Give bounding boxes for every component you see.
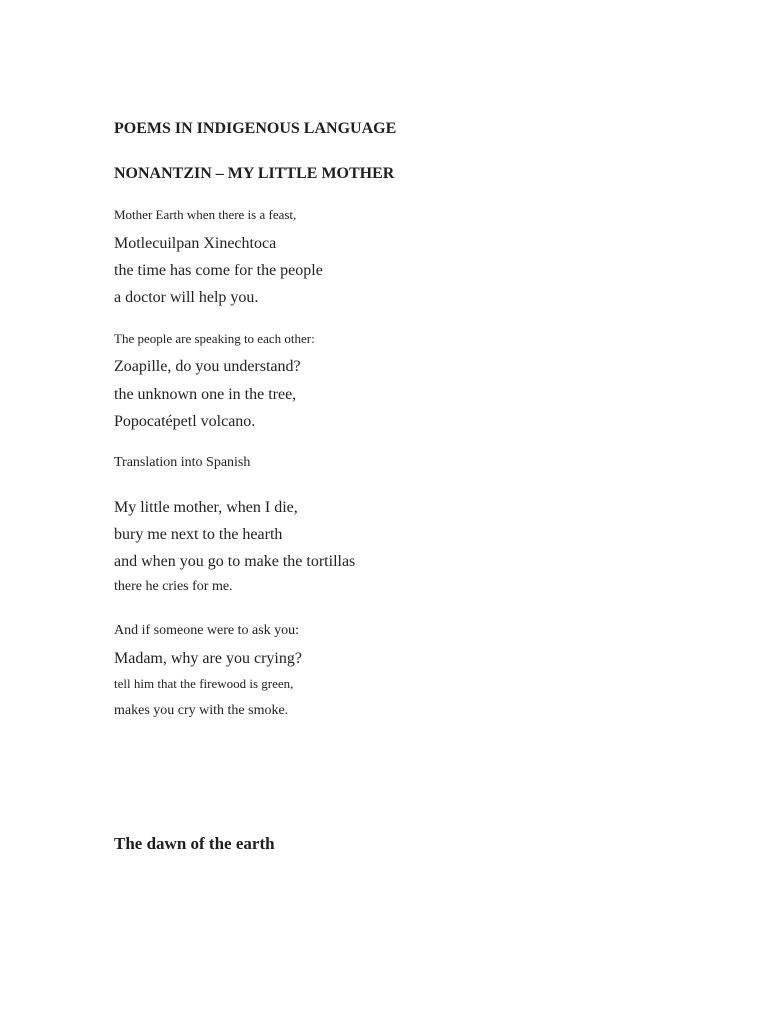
poem-line: and when you go to make the tortillas [114, 553, 356, 570]
poem-line: the time has come for the people [114, 262, 323, 279]
poem-line: The people are speaking to each other: [114, 331, 315, 346]
poem-line: tell him that the firewood is green, [114, 676, 294, 691]
poem-line: My little mother, when I die, [114, 499, 298, 516]
poem-line: Mother Earth when there is a feast, [114, 207, 297, 222]
poem-line: there he cries for me. [114, 579, 233, 594]
poem-title: NONANTZIN – MY LITTLE MOTHER [114, 165, 395, 182]
poem-line: a doctor will help you. [114, 289, 259, 306]
poem-line: makes you cry with the smoke. [114, 703, 289, 718]
translation-label: Translation into Spanish [114, 455, 251, 470]
poem-line: Madam, why are you crying? [114, 650, 302, 667]
poem-line: bury me next to the hearth [114, 526, 283, 543]
poem-line: And if someone were to ask you: [114, 623, 300, 638]
poem-line: Motlecuilpan Xinechtoca [114, 235, 277, 252]
poem-line: Zoapille, do you understand? [114, 358, 301, 375]
document-title: POEMS IN INDIGENOUS LANGUAGE [114, 120, 397, 137]
poem-line: Popocatépetl volcano. [114, 413, 256, 430]
section-title: The dawn of the earth [114, 834, 275, 853]
poem-line: the unknown one in the tree, [114, 386, 297, 403]
